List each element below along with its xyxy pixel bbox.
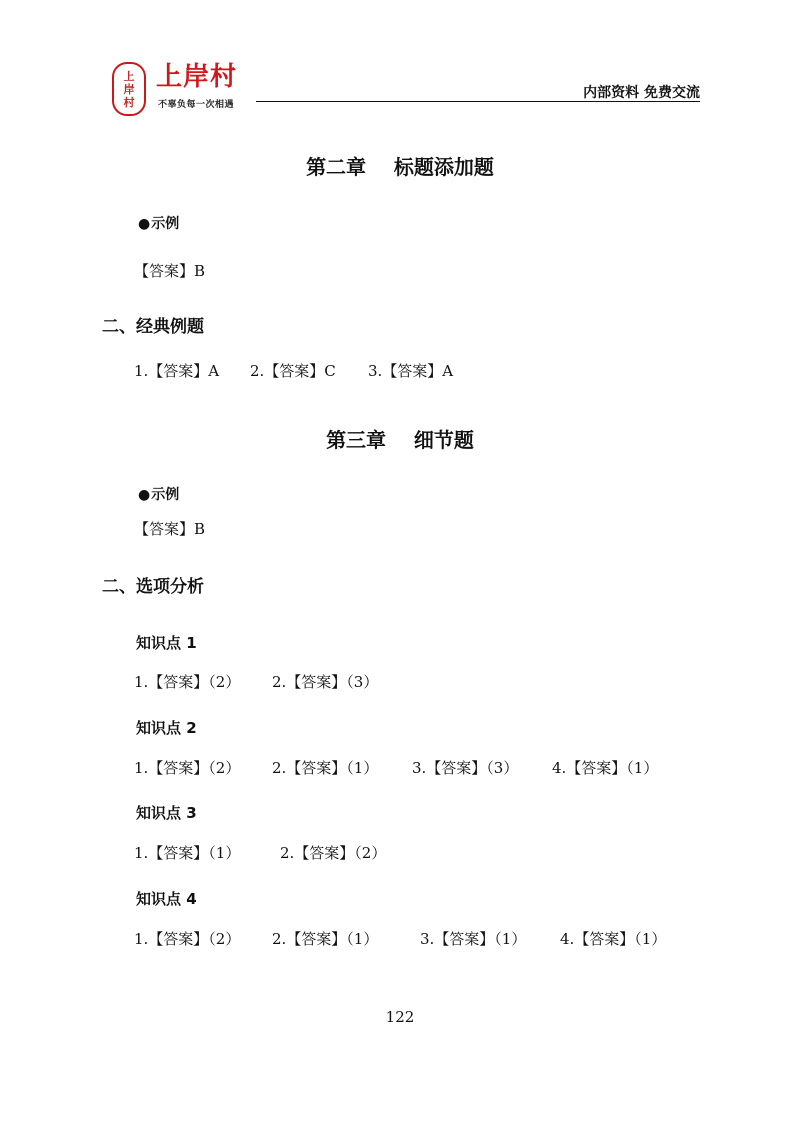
answer-item: 4.【答案】（1） [560,930,667,948]
answer-item: 3.【答案】（3） [412,759,519,777]
knowledge-point-heading: 知识点 4 [136,890,197,908]
logo-slogan: 不辜负每一次相遇 [158,100,235,110]
bullet-dot-icon: ● [138,216,151,232]
answer-item: 2.【答案】（3） [272,673,379,691]
answer-item: 2.【答案】（1） [272,759,379,777]
page-number: 122 [385,1008,415,1026]
answer-item: 2.【答案】C [250,362,336,380]
example-label: 示例 [151,216,180,232]
logo-seal-char: 村 [123,95,135,109]
example-heading [138,484,179,504]
logo-seal [112,62,146,116]
logo-name: 上岸村 [156,62,238,92]
chapter-title: 第二章 标题添加题 [306,155,494,179]
section-heading: 二、经典例题 [102,317,204,337]
header-right-text: 内部资料 免费交流 [583,85,700,101]
example-heading [138,213,179,233]
answer-item: 1.【答案】（2） [134,759,241,777]
answer-item: 3.【答案】（1） [420,930,527,948]
example-answer: 【答案】B [134,520,206,538]
answer-item: 1.【答案】（2） [134,930,241,948]
answer-item: 1.【答案】（2） [134,673,241,691]
example-answer: 【答案】B [134,262,206,280]
section-heading: 二、选项分析 [102,577,204,597]
chapter-title: 第三章 细节题 [326,428,474,452]
answer-item: 2.【答案】（1） [272,930,379,948]
knowledge-point-heading: 知识点 1 [136,634,197,652]
example-label: 示例 [151,487,180,503]
knowledge-point-heading: 知识点 3 [136,804,197,822]
answer-item: 1.【答案】（1） [134,844,241,862]
answer-item: 2.【答案】（2） [280,844,387,862]
logo-seal-char: 上 [123,69,135,83]
knowledge-point-heading: 知识点 2 [136,719,197,737]
answer-item: 1.【答案】A [134,362,220,380]
bullet-dot-icon: ● [138,487,151,503]
answer-item: 4.【答案】（1） [552,759,659,777]
answer-item: 3.【答案】A [368,362,454,380]
logo-seal-char: 岸 [123,82,135,96]
